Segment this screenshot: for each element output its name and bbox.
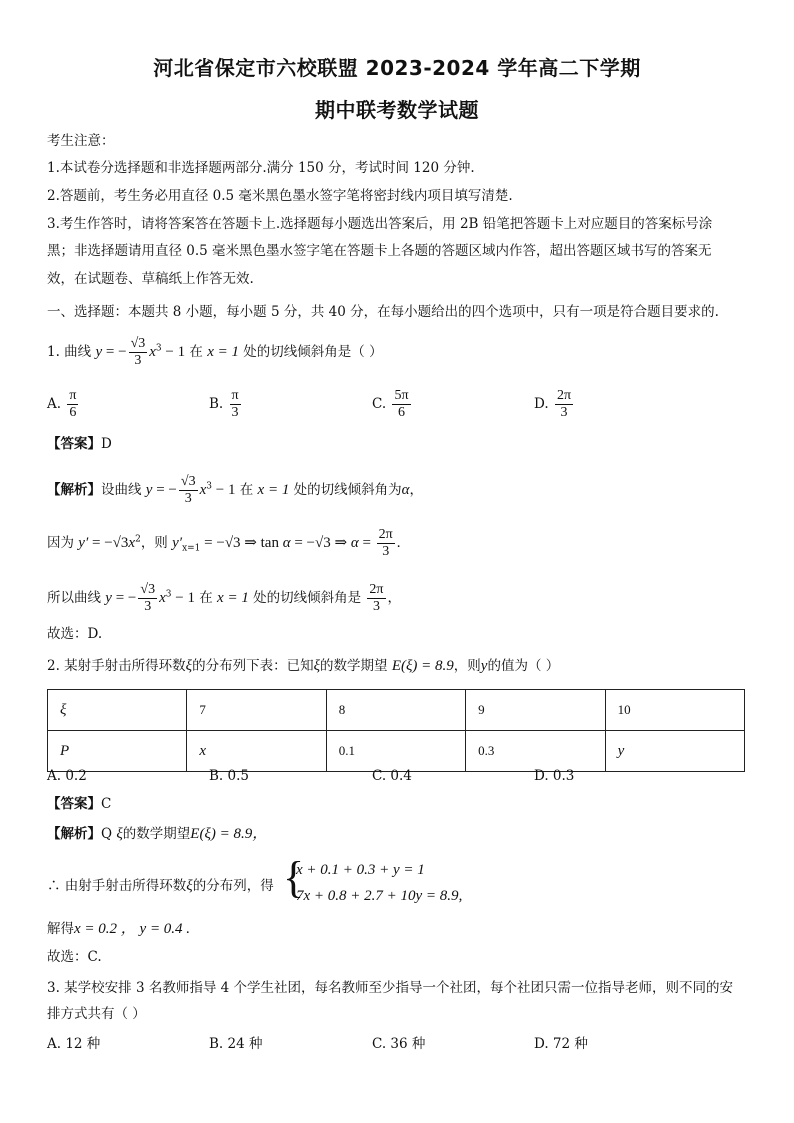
exam-title-line1: 河北省保定市六校联盟 2023-2024 学年高二下学期 — [153, 56, 641, 80]
table-cell: 10 — [605, 690, 744, 731]
q1-choose: 故选：D. — [47, 626, 103, 642]
notice-item-3c: 效，在试题卷、草稿纸上作答无效. — [47, 271, 254, 287]
table-cell: 8 — [326, 690, 465, 731]
q2-answer: 【答案】C — [47, 796, 112, 812]
exam-title-line2: 期中联考数学试题 — [315, 98, 479, 122]
system-brace: { — [283, 853, 305, 902]
table-row — [48, 731, 745, 772]
q1-answer: 【答案】D — [47, 436, 112, 452]
q3-option-d: D. 72 种 — [534, 1036, 588, 1052]
table-row — [48, 690, 745, 731]
notice-item-3a: 3.考生作答时，请将答案答在答题卡上.选择题每小题选出答案后，用 2B 铅笔把答题卡上对应题目的答案标号涂 — [47, 216, 713, 232]
q1-option-a: A. $\frac{\pi}{6}$ — [47, 388, 77, 420]
table-cell: ξ — [48, 690, 187, 731]
q1-option-b: B. $\frac{\pi}{3}$ — [209, 388, 239, 420]
q2-option-d: D. 0.3 — [534, 768, 575, 784]
q2-option-b: B. 0.5 — [209, 768, 249, 784]
q1-option-c: C. $\frac{5\pi}{6}$ — [372, 388, 409, 420]
question-3-stem-b: 排方式共有（ ） — [47, 1006, 146, 1022]
system-equation-1: x + 0.1 + 0.3 + y = 1 — [296, 862, 425, 878]
q2-option-a: A. 0.2 — [47, 768, 87, 784]
question-1-stem: 1. 曲线 y = − $\frac{√3}{3}$ $x^3 - 1$ 在 x = 1 处的切线倾斜角是（ ） — [47, 336, 383, 368]
question-3-stem-a: 3. 某学校安排 3 名教师指导 4 个学生社团，每名教师至少指导一个社团，每个社团只需一位指导老师，则不同的安 — [47, 980, 734, 996]
table-cell: x — [187, 731, 326, 772]
notice-item-3b: 黑；非选择题请用直径 0.5 毫米黑色墨水签字笔在答题卡上各题的答题区域内作答，超出答题区域书写的答案无 — [47, 243, 712, 259]
q1-analysis-line1: 【解析】设曲线 y = − $\frac{√3}{3}$ $x^3 - 1$ 在 x = 1 处的切线倾斜角为α， — [47, 474, 423, 506]
section-1-heading: 一、选择题：本题共 8 小题，每小题 5 分，共 40 分，在每小题给出的四个选项中，只有一项是符合题目要求的. — [47, 304, 719, 320]
table-cell: P — [48, 731, 187, 772]
q3-option-a: A. 12 种 — [47, 1036, 101, 1052]
notice-item-1: 1.本试卷分选择题和非选择题两部分.满分 150 分，考试时间 120 分钟. — [47, 160, 475, 176]
table-cell: y — [605, 731, 744, 772]
q1-analysis-line2: 因为 $y' = -√3x^2$，则 $y'_{x=1} = -√3$ ⇒ tan α = −√3 ⇒ α = $\frac{2\pi}{3}$ . — [47, 527, 401, 559]
table-cell: 0.3 — [466, 731, 605, 772]
table-cell: 9 — [466, 690, 605, 731]
q2-solve: 解得x = 0.2 ， y = 0.4 . — [47, 921, 191, 937]
table-cell: 7 — [187, 690, 326, 731]
table-cell: 0.1 — [326, 731, 465, 772]
q2-analysis-line2: ∴ 由射手射击所得环数ξ的分布列，得 — [47, 878, 274, 894]
q3-option-b: B. 24 种 — [209, 1036, 263, 1052]
q1-analysis-line3: 所以曲线 y = − $\frac{√3}{3}$ $x^3 - 1$ 在 x = 1 处的切线倾斜角是 $\frac{2\pi}{3}$ ， — [47, 582, 401, 614]
q2-analysis-line1: 【解析】Q ξ的数学期望E(ξ) = 8.9， — [47, 826, 268, 842]
system-equation-2: 7x + 0.8 + 2.7 + 10y = 8.9, — [296, 888, 463, 904]
q1-option-d: D. $\frac{2\pi}{3}$ — [534, 388, 572, 420]
notice-item-2: 2.答题前，考生务必用直径 0.5 毫米黑色墨水签字笔将密封线内项目填写清楚. — [47, 188, 513, 204]
q2-choose: 故选：C. — [47, 949, 102, 965]
distribution-table — [47, 689, 745, 772]
q3-option-c: C. 36 种 — [372, 1036, 426, 1052]
q2-option-c: C. 0.4 — [372, 768, 412, 784]
question-2-stem: 2. 某射手射击所得环数ξ的分布列下表：已知ξ的数学期望 E(ξ) = 8.9，则y的值为（ ） — [47, 658, 560, 674]
notice-heading: 考生注意： — [47, 133, 115, 149]
